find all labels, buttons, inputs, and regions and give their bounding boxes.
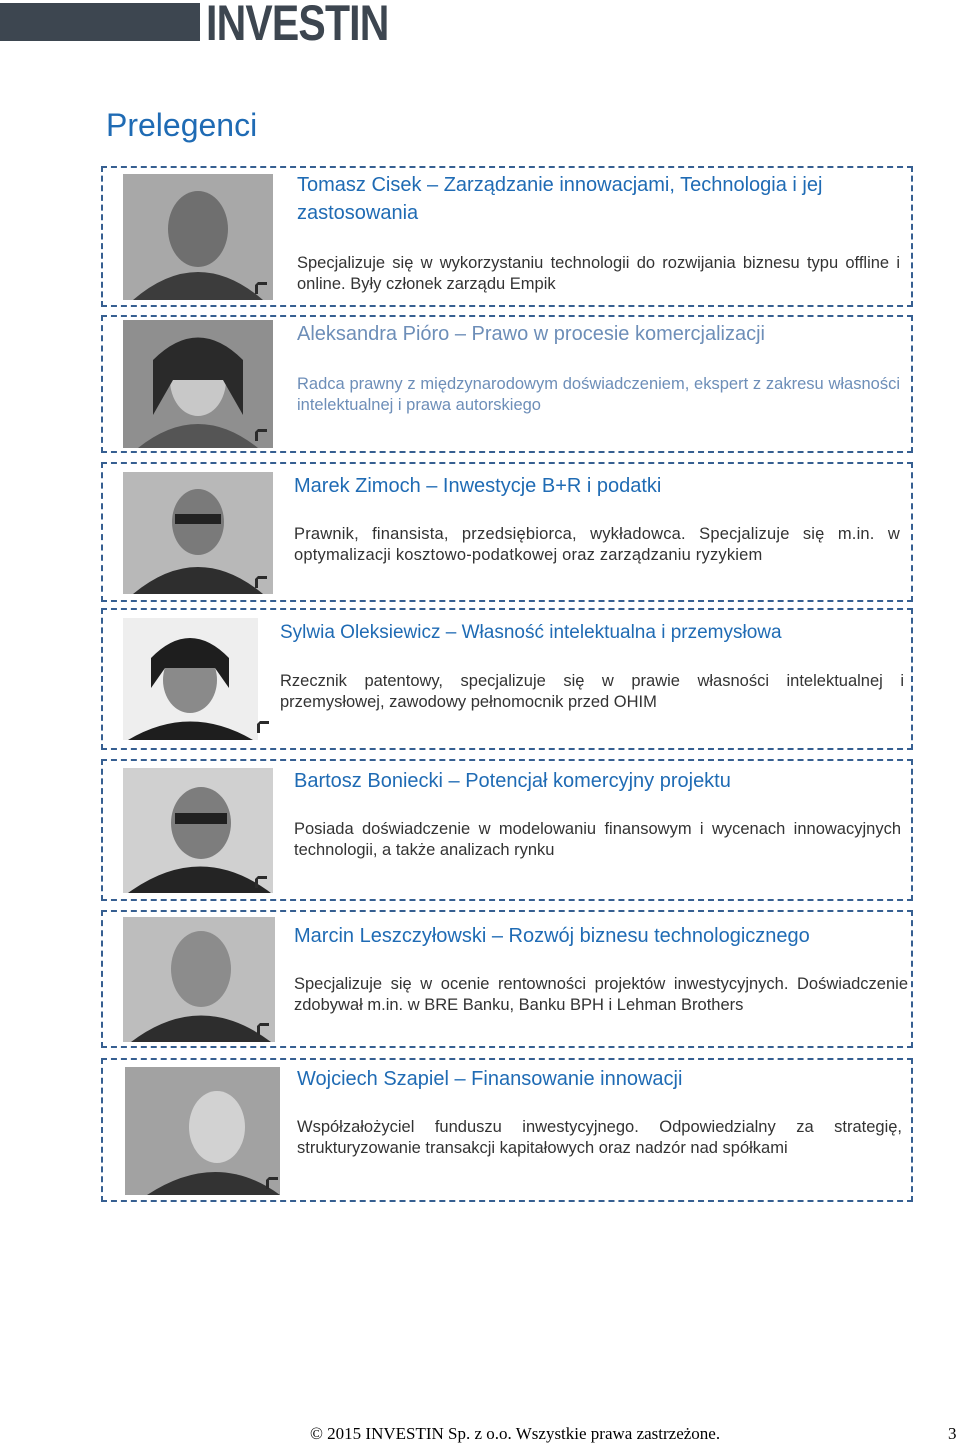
- speaker-name: Wojciech Szapiel – Finansowanie innowacji: [297, 1068, 683, 1090]
- speaker-name: Marek Zimoch – Inwestycje B+R i podatki: [294, 475, 662, 497]
- corner-mark-icon: [254, 875, 268, 889]
- speaker-description: Prawnik, finansista, przedsiębiorca, wykładowca. Specjalizuje się m.in. w optymalizacji kosztowo-podatkowej oraz zarządzaniu ryzykiem: [294, 525, 900, 564]
- speaker-name: Sylwia Oleksiewicz – Własność intelektualna i przemysłowa: [280, 622, 782, 643]
- speaker-description: Współzałożyciel funduszu inwestycyjnego. Odpowiedzialny za strategię, strukturyzowanie transakcji kapitałowych oraz nadzór nad spółkami: [297, 1118, 902, 1157]
- corner-mark-icon: [254, 281, 268, 295]
- corner-mark-icon: [256, 1022, 270, 1036]
- speaker-photo: [123, 472, 273, 594]
- corner-mark-icon: [265, 1176, 279, 1190]
- speaker-photo: [123, 917, 275, 1042]
- corner-mark-icon: [254, 428, 268, 442]
- page-number: 3: [948, 1424, 957, 1443]
- speaker-photo: [123, 618, 258, 740]
- speaker-photo: [125, 1067, 280, 1195]
- speaker-name: Marcin Leszczyłowski – Rozwój biznesu technologicznego: [294, 925, 810, 947]
- speaker-photo: [123, 174, 273, 300]
- corner-mark-icon: [254, 575, 268, 589]
- page-title: Prelegenci: [106, 107, 258, 143]
- speaker-name: Tomasz Cisek – Zarządzanie innowacjami, Technologia i jej zastosowania: [297, 174, 823, 224]
- speaker-photo: [123, 768, 273, 893]
- speaker-description: Posiada doświadczenie w modelowaniu finansowym i wycenach innowacyjnych technologii, a także analizach rynku: [294, 820, 901, 859]
- speaker-description: Specjalizuje się w ocenie rentowności projektów inwestycyjnych. Doświadczenie zdobywał m.in. w BRE Banku, Banku BPH i Lehman Brothers: [294, 975, 908, 1014]
- speaker-description: Radca prawny z międzynarodowym doświadczeniem, ekspert z zakresu własności intelektualnej i prawa autorskiego: [297, 375, 900, 414]
- speaker-name: Bartosz Boniecki – Potencjał komercyjny projektu: [294, 770, 731, 792]
- corner-mark-icon: [256, 720, 270, 734]
- speaker-name: Aleksandra Pióro – Prawo w procesie komercjalizacji: [297, 323, 765, 345]
- speaker-photo: [123, 320, 273, 448]
- speaker-description: Specjalizuje się w wykorzystaniu technologii do rozwijania biznesu typu offline i online. Były członek zarządu Empik: [297, 254, 900, 293]
- header-bar: [0, 3, 200, 41]
- footer-copyright: © 2015 INVESTIN Sp. z o.o. Wszystkie prawa zastrzeżone.: [310, 1424, 721, 1443]
- investin-logo: INVESTIN: [206, 0, 389, 51]
- speaker-description: Rzecznik patentowy, specjalizuje się w prawie własności intelektualnej i przemysłowej, zawodowy pełnomocnik przed OHIM: [280, 672, 904, 711]
